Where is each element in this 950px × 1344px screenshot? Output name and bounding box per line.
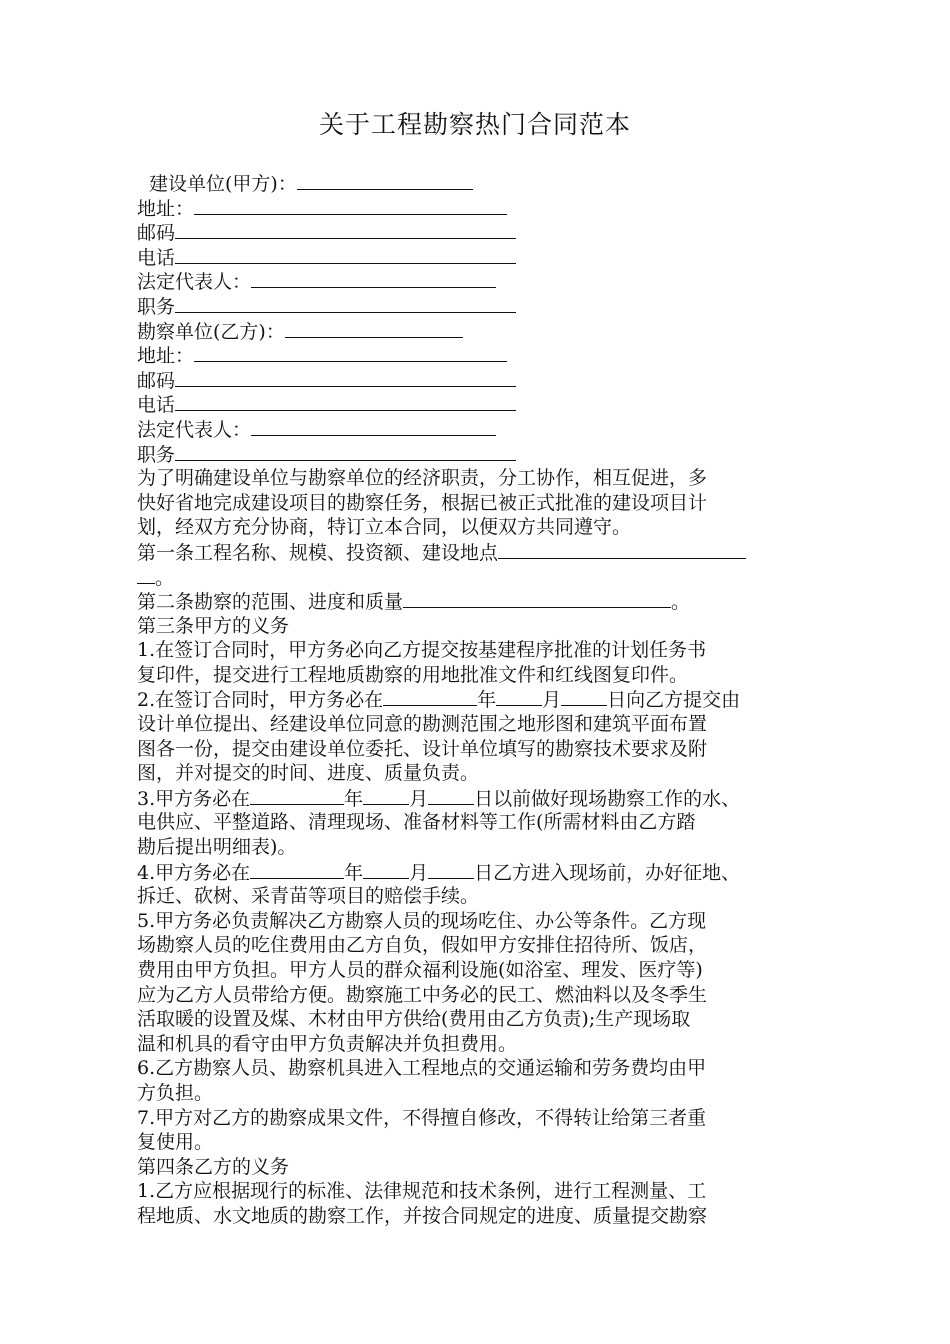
month-blank bbox=[363, 786, 409, 805]
party-a-legal-rep-line bbox=[137, 269, 817, 294]
day-blank bbox=[428, 860, 474, 879]
article-3-item-6-line-2: 方负担。 bbox=[137, 1081, 214, 1104]
contract-body bbox=[137, 171, 817, 1229]
article-3-item-2-line-4: 图，并对提交的时间、进度、质量负责。 bbox=[137, 762, 480, 785]
article-3-item-3-line-1 bbox=[137, 786, 817, 811]
article-4-heading: 第四条乙方的义务 bbox=[137, 1155, 290, 1178]
year-label: 年 bbox=[477, 689, 497, 712]
article-1-blank bbox=[498, 540, 746, 559]
article-3-item-5-line-4: 应为乙方人员带给方便。勘察施工中务必的民工、燃油料以及冬季生 bbox=[137, 983, 708, 1006]
article-3-item-1-line-2: 复印件，提交进行工程地质勘察的用地批准文件和红线图复印件。 bbox=[137, 663, 689, 686]
article-3-item-5-line-2: 场勘察人员的吃住费用由乙方自负，假如甲方安排住招待所、饭店， bbox=[137, 934, 708, 957]
month-blank bbox=[496, 687, 542, 706]
preamble-line-2: 快好省地完成建设项目的勘察任务，根据已被正式批准的建设项目计 bbox=[137, 491, 708, 514]
party-b-position-label: 职务 bbox=[137, 443, 176, 466]
article-1-line bbox=[137, 540, 817, 565]
article-4-item-1-line-2: 程地质、水文地质的勘察工作，并按合同规定的进度、质量提交勘察 bbox=[137, 1204, 708, 1227]
party-b-legal-rep-label: 法定代表人： bbox=[137, 418, 252, 441]
party-b-position-line bbox=[137, 442, 817, 467]
article-1-end: 。 bbox=[155, 566, 175, 589]
party-b-postcode-line bbox=[137, 368, 817, 393]
article-2-text: 第二条勘察的范围、进度和质量 bbox=[137, 591, 404, 614]
month-label: 月 bbox=[409, 787, 429, 810]
article-3-item-2-prefix: 2.在签订合同时，甲方务必在 bbox=[137, 689, 384, 712]
article-3-item-4-prefix: 4.甲方务必在 bbox=[137, 861, 251, 884]
party-a-position-label: 职务 bbox=[137, 295, 176, 318]
party-a-phone-line bbox=[137, 245, 817, 270]
month-blank bbox=[363, 860, 409, 879]
party-b-heading: 勘察单位(乙方)： bbox=[137, 320, 285, 343]
day-blank bbox=[561, 687, 607, 706]
article-3-item-4-line-1 bbox=[137, 860, 817, 885]
party-a-postcode-label: 邮码 bbox=[137, 222, 176, 245]
article-1-continuation bbox=[137, 565, 817, 590]
party-b-heading-line bbox=[137, 319, 817, 344]
article-3-item-2-line-2: 设计单位提出、经建设单位同意的勘测范围之地形图和建筑平面布置 bbox=[137, 713, 708, 736]
month-label: 月 bbox=[542, 689, 562, 712]
article-3-item-3-prefix: 3.甲方务必在 bbox=[137, 787, 251, 810]
party-b-legal-rep-line bbox=[137, 417, 817, 442]
preamble-line-3: 划，经双方充分协商，特订立本合同，以便双方共同遵守。 bbox=[137, 516, 632, 539]
article-3-item-1-line-1: 1.在签订合同时，甲方务必向乙方提交按基建程序批准的计划任务书 bbox=[137, 639, 707, 662]
party-a-phone-label: 电话 bbox=[137, 246, 176, 269]
article-3-item-5-line-1: 5.甲方务必负责解决乙方勘察人员的现场吃住、办公等条件。乙方现 bbox=[137, 909, 707, 932]
party-a-phone-blank bbox=[175, 245, 516, 264]
article-3-item-2-line-1 bbox=[137, 687, 817, 712]
article-3-item-7-line-1: 7.甲方对乙方的勘察成果文件，不得擅自修改，不得转让给第三者重 bbox=[137, 1106, 707, 1129]
document-title: 关于工程勘察热门合同范本 bbox=[318, 110, 631, 139]
month-label: 月 bbox=[409, 861, 429, 884]
party-a-heading-line bbox=[137, 171, 817, 196]
party-b-phone-blank bbox=[175, 392, 516, 411]
article-3-item-2-line-3: 图各一份，提交由建设单位委托、设计单位填写的勘察技术要求及附 bbox=[137, 737, 708, 760]
article-2-line bbox=[137, 589, 817, 614]
article-3-item-5-line-6: 温和机具的看守由甲方负责解决并负担费用。 bbox=[137, 1032, 518, 1055]
year-blank bbox=[383, 687, 477, 706]
party-a-name-blank bbox=[297, 171, 473, 190]
party-a-address-label: 地址： bbox=[137, 197, 195, 220]
year-label: 年 bbox=[344, 861, 364, 884]
party-b-legal-rep-blank bbox=[251, 417, 496, 436]
party-b-phone-line bbox=[137, 392, 817, 417]
article-3-item-3-line-3: 勘后提出明细表)。 bbox=[137, 836, 297, 859]
party-b-address-label: 地址： bbox=[137, 345, 195, 368]
article-3-item-4-line-2: 拆迁、砍树、采青苗等项目的赔偿手续。 bbox=[137, 885, 480, 908]
year-label: 年 bbox=[344, 787, 364, 810]
party-a-position-blank bbox=[175, 294, 516, 313]
day-blank bbox=[428, 786, 474, 805]
article-1-blank-continued bbox=[137, 565, 155, 584]
party-b-postcode-label: 邮码 bbox=[137, 369, 176, 392]
article-4-item-1-line-1: 1.乙方应根据现行的标准、法律规范和技术条例，进行工程测量、工 bbox=[137, 1180, 707, 1203]
year-blank bbox=[250, 860, 344, 879]
article-3-item-5-line-5: 活取暖的设置及煤、木材由甲方供给(费用由乙方负责);生产现场取 bbox=[137, 1008, 691, 1031]
article-3-item-3-tail: 日以前做好现场勘察工作的水、 bbox=[474, 787, 741, 810]
party-a-position-line bbox=[137, 294, 817, 319]
article-1-text: 第一条工程名称、规模、投资额、建设地点 bbox=[137, 541, 499, 564]
party-b-postcode-blank bbox=[175, 368, 516, 387]
party-a-address-blank bbox=[194, 196, 507, 215]
article-3-item-5-line-3: 费用由甲方负担。甲方人员的群众福利设施(如浴室、理发、医疗等) bbox=[137, 959, 703, 981]
party-a-legal-rep-blank bbox=[251, 269, 496, 288]
party-b-address-blank bbox=[194, 343, 507, 362]
article-2-end: 。 bbox=[671, 591, 691, 614]
article-3-item-6-line-1: 6.乙方勘察人员、勘察机具进入工程地点的交通运输和劳务费均由甲 bbox=[137, 1057, 707, 1080]
article-3-item-4-tail: 日乙方进入现场前，办好征地、 bbox=[474, 861, 741, 884]
year-blank bbox=[250, 786, 344, 805]
preamble-line-1: 为了明确建设单位与勘察单位的经济职责，分工协作，相互促进，多 bbox=[137, 467, 708, 490]
party-a-address-line bbox=[137, 196, 817, 221]
article-3-item-2-tail: 日向乙方提交由 bbox=[607, 689, 741, 712]
party-b-phone-label: 电话 bbox=[137, 394, 176, 417]
party-a-legal-rep-label: 法定代表人： bbox=[137, 271, 252, 294]
article-3-item-7-line-2: 复使用。 bbox=[137, 1131, 214, 1154]
article-2-blank bbox=[403, 589, 671, 608]
article-3-item-3-line-2: 电供应、平整道路、清理现场、准备材料等工作(所需材料由乙方踏 bbox=[137, 811, 696, 834]
party-b-position-blank bbox=[175, 442, 516, 461]
article-3-heading: 第三条甲方的义务 bbox=[137, 614, 290, 637]
party-b-name-blank bbox=[285, 319, 463, 338]
party-a-heading: 建设单位(甲方)： bbox=[149, 173, 297, 195]
party-a-postcode-line bbox=[137, 220, 817, 245]
party-a-postcode-blank bbox=[175, 220, 516, 239]
party-b-address-line bbox=[137, 343, 817, 368]
